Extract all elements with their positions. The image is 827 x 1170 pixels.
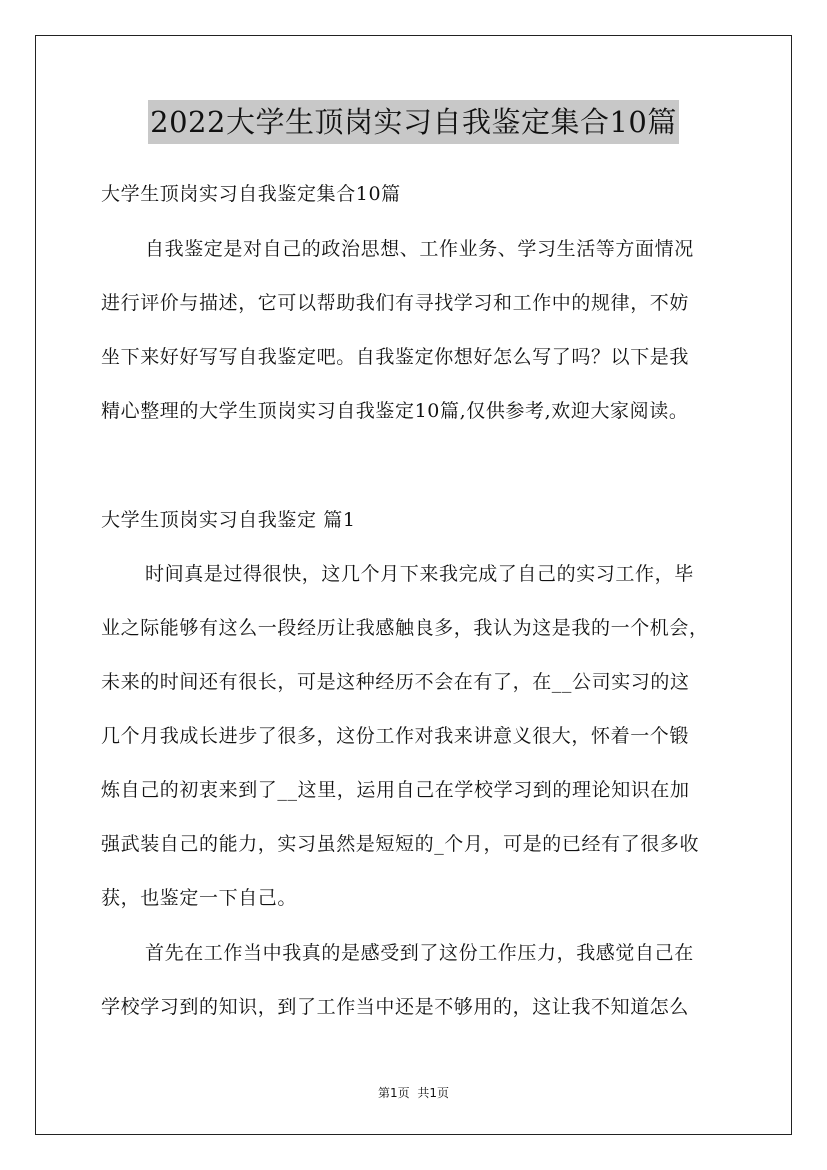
paragraph-line: 首先在工作当中我真的是感受到了这份工作压力，我感觉自己在 <box>145 942 694 964</box>
page-total: 共1页 <box>417 1086 450 1100</box>
title-container <box>0 100 827 144</box>
document-title: 2022大学生顶岗实习自我鉴定集合10篇 <box>148 100 679 144</box>
paragraph-line: 未来的时间还有很长，可是这种经历不会在有了，在__公司实习的这 <box>101 671 690 693</box>
intro-line: 精心整理的大学生顶岗实习自我鉴定10篇,仅供参考,欢迎大家阅读。 <box>101 400 689 422</box>
paragraph-line: 学校学习到的知识，到了工作当中还是不够用的，这让我不知道怎么 <box>101 996 690 1018</box>
intro-line: 自我鉴定是对自己的政治思想、工作业务、学习生活等方面情况 <box>145 238 694 260</box>
paragraph-line: 几个月我成长进步了很多，这份工作对我来讲意义很大，怀着一个锻 <box>101 725 690 747</box>
paragraph-line: 获，也鉴定一下自己。 <box>101 887 298 909</box>
paragraph-line: 业之际能够有这么一段经历让我感触良多，我认为这是我的一个机会， <box>101 617 709 639</box>
page-number: 第1页 <box>377 1086 410 1100</box>
intro-line: 坐下来好好写写自我鉴定吧。自我鉴定你想好怎么写了吗？以下是我 <box>101 346 690 368</box>
intro-line: 进行评价与描述，它可以帮助我们有寻找学习和工作中的规律，不妨 <box>101 292 690 314</box>
paragraph-line: 炼自己的初衷来到了__这里，运用自己在学校学习到的理论知识在加 <box>101 779 690 801</box>
subtitle: 大学生顶岗实习自我鉴定集合10篇 <box>101 183 401 205</box>
section-heading: 大学生顶岗实习自我鉴定 篇1 <box>101 509 356 531</box>
paragraph-line: 时间真是过得很快，这几个月下来我完成了自己的实习工作，毕 <box>145 563 694 585</box>
paragraph-line: 强武装自己的能力，实习虽然是短短的_个月，可是的已经有了很多收 <box>101 833 700 855</box>
page-footer <box>0 1084 827 1101</box>
